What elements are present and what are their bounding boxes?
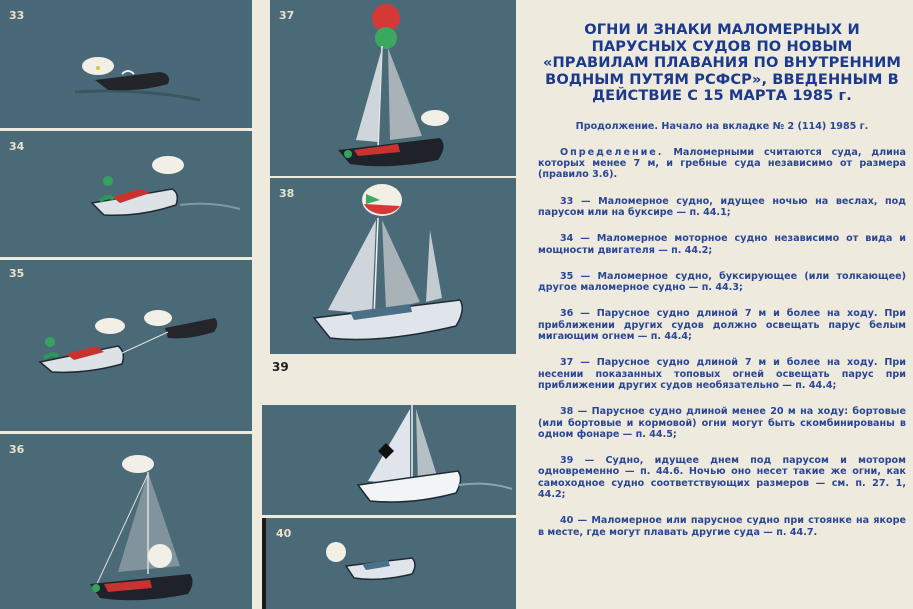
figure-number: 36 — [9, 443, 25, 456]
flashing-light-icon — [148, 544, 172, 568]
article-text-column — [538, 22, 906, 538]
figure-number: 33 — [9, 9, 25, 22]
figure-panel-40 — [262, 518, 516, 609]
figure-panel-36 — [0, 434, 252, 609]
list-item: 37 — Парусное судно длиной 7 м и более на ходу. При несении показанных топовых огней освещать парус при приближении других судов необязательно — п. 44.4; — [538, 357, 906, 391]
green-light-icon — [103, 176, 113, 186]
white-light-icon — [421, 110, 449, 126]
list-item: 33 — Маломерное судно, идущее ночью на веслах, под парусом или на буксире — п. 44.1; — [538, 195, 906, 218]
definition-text: Маломерными считаются суда, длина которых менее 7 м, и гребные суда независимо от размера (правило 3.6). — [538, 146, 906, 181]
list-item: 40 — Маломерное или парусное судно при стоянке на якоре в месте, где могут плавать другие суда — п. 44.7. — [538, 515, 906, 538]
list-item: 35 — Маломерное судно, буксирующее (или толкающее) другое маломерное судно — п. 44.3; — [538, 270, 906, 294]
green-light-icon — [92, 584, 100, 592]
green-light-icon — [344, 150, 352, 158]
definition-paragraph — [538, 147, 906, 181]
figure-panel-33 — [0, 0, 252, 128]
figure-panel-38 — [270, 178, 516, 354]
continuation-note: Продолжение. Начало на вкладке № 2 (114) 1985 г. — [575, 120, 869, 132]
definition-term: Определение. — [560, 146, 664, 158]
anchor-light-icon — [326, 542, 346, 562]
white-light-icon — [95, 318, 125, 334]
boat-illustration-34 — [0, 131, 252, 257]
boat-illustration-35 — [0, 260, 252, 431]
figure-number: 38 — [279, 187, 295, 200]
list-item: 36 — Парусное судно длиной 7 м и более на ходу. При приближении других судов должно освещать парус белым мигающим огнем — п. 44.4; — [538, 308, 906, 343]
boat-illustration-40 — [262, 518, 516, 609]
figure-number: 35 — [9, 267, 25, 280]
boat-illustration-33 — [0, 0, 252, 128]
green-masthead-light-icon — [375, 27, 397, 49]
figure-panel-34 — [0, 131, 252, 257]
figure-number: 40 — [276, 527, 292, 540]
green-light-icon — [45, 337, 55, 347]
article-headline: ОГНИ И ЗНАКИ МАЛОМЕРНЫХ И ПАРУСНЫХ СУДОВ ПО НОВЫМ «ПРАВИЛАМ ПЛАВАНИЯ ПО ВНУТРЕННИМ ВОДНЫМ ПУТЯМ РСФСР», ВВЕДЕННЫМ В ДЕЙСТВИЕ С 15 МАРТА 1985 г. — [542, 21, 902, 104]
list-item: 38 — Парусное судно длиной менее 20 м на ходу: бортовые (или бортовые и кормовой) огни могут быть скомбинированы в одном фонаре — п. 44.5; — [538, 406, 906, 440]
figure-number: 37 — [279, 9, 295, 22]
white-light-icon — [122, 455, 154, 473]
figure-panel-35 — [0, 260, 252, 431]
boat-illustration-36 — [0, 434, 252, 609]
boat-illustration-39 — [262, 405, 516, 515]
figure-number: 39 — [272, 360, 289, 374]
figure-panel-39 — [262, 405, 516, 515]
white-light-icon — [144, 310, 172, 326]
list-item: 39 — Судно, идущее днем под парусом и мотором одновременно — п. 44.6. Ночью оно несет такие же огни, как самоходное судно соответствующих размеров — см. п. 27. 1, 44.2; — [538, 455, 906, 501]
white-light-icon — [152, 156, 184, 174]
figure-panel-37 — [270, 0, 516, 176]
figure-number: 34 — [9, 140, 25, 153]
list-item: 34 — Маломерное моторное судно независимо от вида и мощности двигателя — п. 44.2; — [538, 233, 906, 256]
boat-illustration-38 — [270, 178, 516, 354]
boat-illustration-37 — [270, 0, 516, 176]
